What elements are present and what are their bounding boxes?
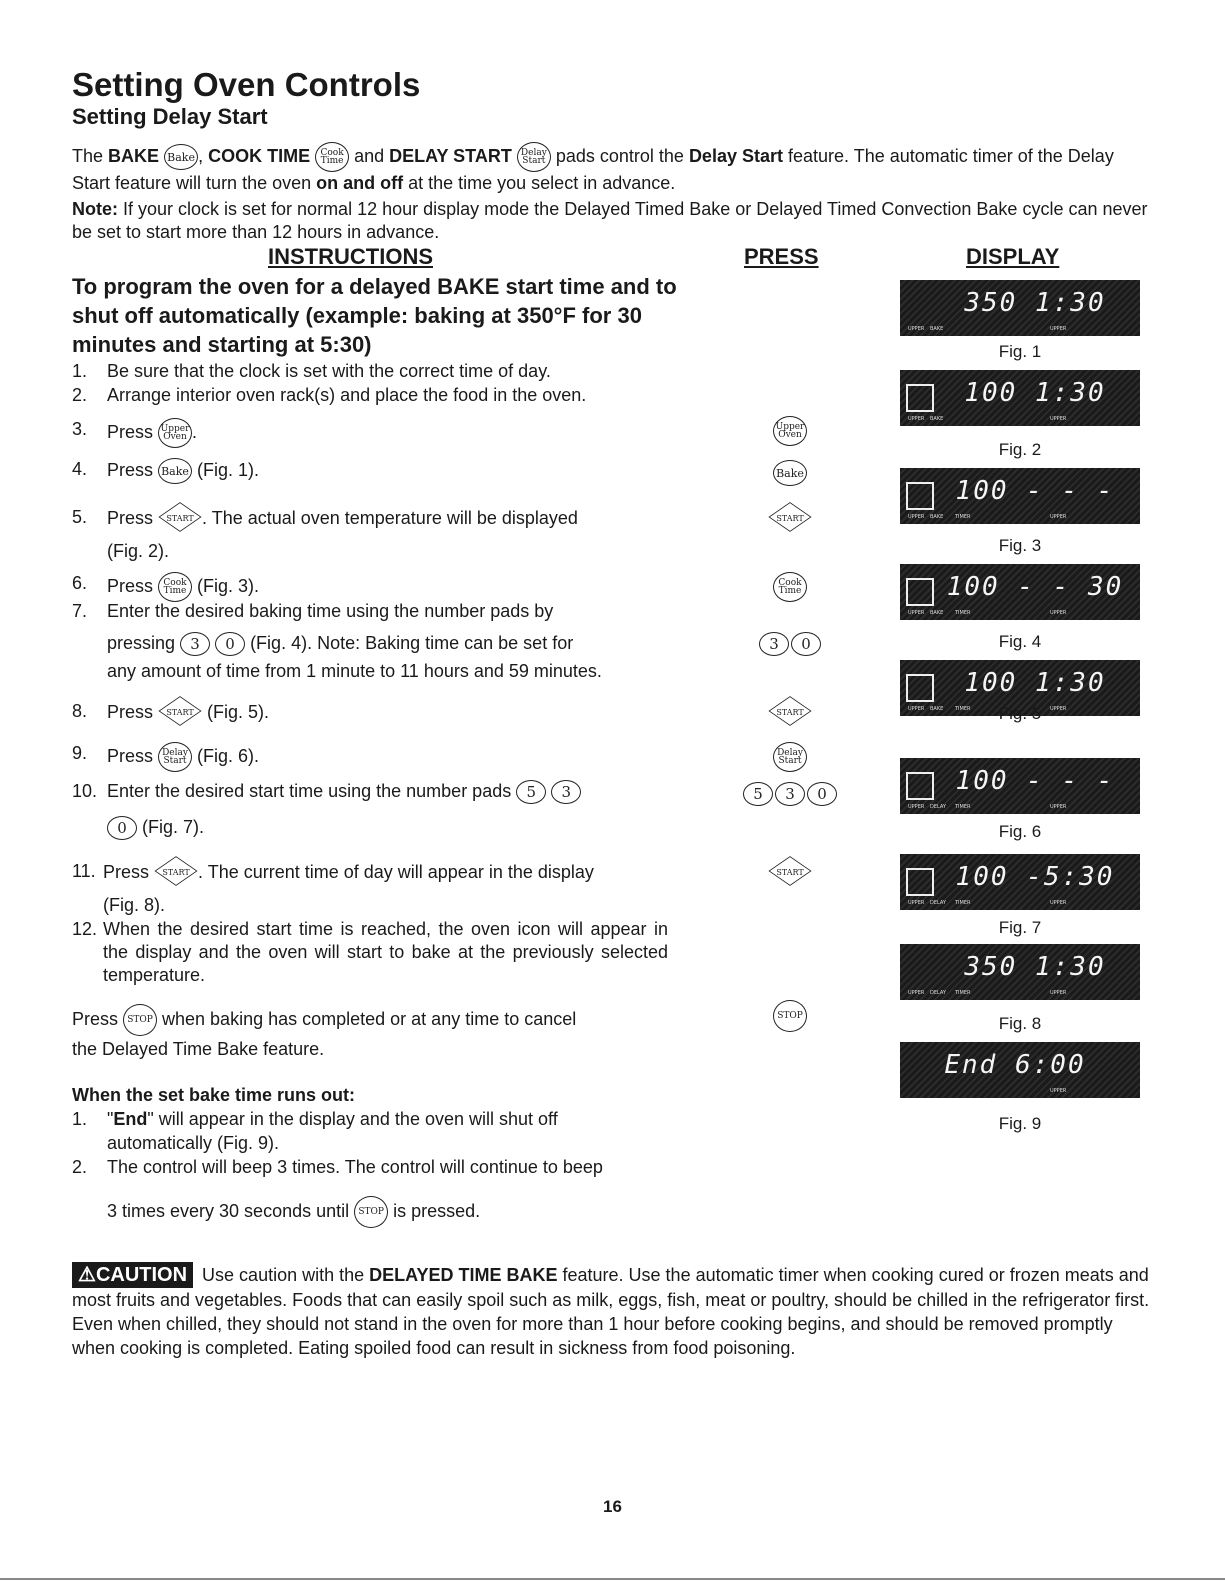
stop-pad-icon: STOP — [773, 1000, 807, 1032]
press-stop — [700, 1000, 880, 1032]
stop-pad-icon: STOP — [354, 1196, 388, 1228]
press-cook-time — [700, 572, 880, 602]
step-2: 2. Arrange interior oven rack(s) and place the food in the oven. — [72, 385, 587, 405]
digit-0-pad-icon: 0 — [807, 782, 837, 806]
press-delay-start — [700, 742, 880, 772]
oven-icon — [906, 868, 934, 896]
instructions-header: INSTRUCTIONS — [268, 244, 433, 269]
step-10-cont: 0 (Fig. 7). — [72, 816, 682, 840]
page-number: 16 — [603, 1497, 622, 1516]
press-header: PRESS — [744, 244, 819, 269]
fig-6-caption: Fig. 6 — [998, 822, 1042, 841]
procedure-title: To program the oven for a delayed BAKE start time and to shut off automatically (example: baking at 350°F for 30 minutes and starting at 5:30) — [72, 274, 677, 357]
bake-pad-icon: Bake — [164, 144, 198, 170]
cook-time-pad-icon: Cook Time — [158, 572, 192, 602]
start-pad-icon: START — [158, 700, 202, 726]
step-3: 3. Press Upper Oven . — [72, 418, 682, 448]
page-title: Setting Oven Controls — [72, 66, 421, 103]
display-header: DISPLAY — [966, 244, 1060, 269]
digit-0-pad-icon: 0 — [791, 632, 821, 656]
intro-note: Note: If your clock is set for normal 12 hour display mode the Delayed Timed Bake or Delayed Timed Convection Bake cycle can never be set to start more than 12 hours in advance. — [72, 199, 1148, 242]
digit-3-pad-icon: 3 — [180, 632, 210, 656]
press-bake — [700, 460, 880, 486]
display-fig-5: 100 1:30 UPPER BAKE TIMER UPPER — [900, 660, 1140, 716]
cook-time-pad-icon: Cook Time — [315, 142, 349, 172]
runs-out-2: 2. The control will beep 3 times. The control will continue to beep — [72, 1157, 603, 1177]
oven-icon — [906, 384, 934, 412]
stop-instruction: Press STOP when baking has completed or at any time to cancel — [72, 1004, 682, 1036]
step-11: 11. Press START . The current time of day will appear in the display — [72, 860, 682, 886]
fig-4-caption: Fig. 4 — [998, 632, 1042, 651]
upper-oven-pad-icon: Upper Oven — [773, 416, 807, 446]
digit-3-pad-icon: 3 — [775, 782, 805, 806]
step-7: 7. Enter the desired baking time using the number pads by — [72, 601, 554, 621]
bottom-rule — [0, 1578, 1225, 1580]
display-fig-3: 100 - - - UPPER BAKE TIMER UPPER — [900, 468, 1140, 524]
stop-pad-icon: STOP — [123, 1004, 157, 1036]
digit-3-pad-icon: 3 — [759, 632, 789, 656]
step-4: 4. Press Bake (Fig. 1). — [72, 458, 682, 484]
step-10: 10. Enter the desired start time using the number pads 5 3 — [72, 780, 682, 804]
caution-badge: ⚠CAUTION — [72, 1262, 193, 1288]
press-digits-530 — [700, 782, 880, 806]
runs-out-1-cont: automatically (Fig. 9). — [107, 1133, 280, 1153]
press-digits-30 — [700, 632, 880, 656]
press-start-3 — [700, 860, 880, 886]
runs-out-1: 1. "End" will appear in the display and the oven will shut off — [72, 1109, 558, 1129]
delay-start-pad-icon: Delay Start — [517, 142, 551, 172]
oven-icon — [906, 482, 934, 510]
runs-out-title: When the set bake time runs out: — [72, 1085, 356, 1105]
press-start-2 — [700, 700, 880, 726]
oven-icon — [906, 772, 934, 800]
display-fig-9: End 6:00 UPPER — [900, 1042, 1140, 1098]
caution-paragraph: ⚠CAUTION Use caution with the DELAYED TIME BAKE feature. Use the automatic timer when cooking cured or frozen meats and most fruits and vegetables. Foods that can easily spoil such as milk, eggs, fish, meat or poultry, should be chilled in the refrigerator first. Even when chilled, they should not stand in the oven for more than 1 hour before cooking begins, and should be removed promptly when cooking is completed. Eating spoiled food can result in sickness from food poisoning. — [72, 1264, 1150, 1358]
warning-icon: ⚠ — [78, 1264, 96, 1286]
step-9: 9. Press Delay Start (Fig. 6). — [72, 742, 682, 772]
digit-0-pad-icon: 0 — [107, 816, 137, 840]
step-11-cont: (Fig. 8). — [103, 895, 166, 915]
bake-pad-icon: Bake — [773, 460, 807, 486]
runs-out-2-cont: 3 times every 30 seconds until STOP is pressed. — [72, 1196, 682, 1228]
step-1: 1. Be sure that the clock is set with the correct time of day. — [72, 361, 551, 381]
delay-start-pad-icon: Delay Start — [773, 742, 807, 772]
start-pad-icon: START — [768, 700, 812, 726]
cook-time-word: COOK TIME — [208, 145, 311, 166]
step-5-cont: (Fig. 2). — [107, 541, 170, 561]
delay-start-word: DELAY START — [389, 145, 512, 166]
oven-icon — [906, 674, 934, 702]
digit-3-pad-icon: 3 — [551, 780, 581, 804]
fig-3-caption: Fig. 3 — [998, 536, 1042, 555]
cook-time-pad-icon: Cook Time — [773, 572, 807, 602]
start-pad-icon: START — [768, 860, 812, 886]
delay-start-pad-icon: Delay Start — [158, 742, 192, 772]
step-12: 12. When the desired start time is reached, the oven icon will appear in the display and the oven will start to bake at the previously selected temperature. — [72, 919, 668, 985]
digit-0-pad-icon: 0 — [215, 632, 245, 656]
start-pad-icon: START — [154, 860, 198, 886]
display-fig-7: 100 -5:30 UPPER DELAY TIMER UPPER — [900, 854, 1140, 910]
oven-icon — [906, 578, 934, 606]
press-start-1 — [700, 506, 880, 532]
step-6: 6. Press Cook Time (Fig. 3). — [72, 572, 682, 602]
press-upper-oven — [700, 416, 880, 446]
fig-2-caption: Fig. 2 — [998, 440, 1042, 459]
start-pad-icon: START — [768, 506, 812, 532]
fig-1-caption: Fig. 1 — [998, 342, 1042, 361]
fig-9-caption: Fig. 9 — [998, 1114, 1042, 1133]
fig-8-caption: Fig. 8 — [998, 1014, 1042, 1033]
display-fig-4: 100 - - 30 UPPER BAKE TIMER UPPER — [900, 564, 1140, 620]
display-fig-1: 350 1:30 UPPER BAKE UPPER — [900, 280, 1140, 336]
step-7-cont2: any amount of time from 1 minute to 11 hours and 59 minutes. — [107, 661, 602, 681]
section-subtitle: Setting Delay Start — [72, 104, 268, 129]
display-fig-8: 350 1:30 UPPER DELAY TIMER UPPER — [900, 944, 1140, 1000]
display-fig-2: 100 1:30 UPPER BAKE UPPER — [900, 370, 1140, 426]
fig-5-caption: Fig. 5 — [998, 704, 1042, 723]
bake-pad-icon: Bake — [158, 458, 192, 484]
digit-5-pad-icon: 5 — [516, 780, 546, 804]
step-7-cont: pressing 3 0 (Fig. 4). Note: Baking time can be set for — [72, 632, 682, 656]
stop-instruction-cont: the Delayed Time Bake feature. — [72, 1039, 325, 1059]
fig-7-caption: Fig. 7 — [998, 918, 1042, 937]
step-5: 5. Press START . The actual oven temperature will be displayed — [72, 506, 682, 532]
start-pad-icon: START — [158, 506, 202, 532]
display-fig-6: 100 - - - UPPER DELAY TIMER UPPER — [900, 758, 1140, 814]
bake-word: BAKE — [108, 145, 160, 166]
upper-oven-pad-icon: Upper Oven — [158, 418, 192, 448]
intro-paragraph: The BAKE Bake , COOK TIME Cook Time and DELAY START Delay Start pads control the Delay Start feature. The automatic timer of the Delay Start feature will turn the oven on and off at the time you select in advance. — [72, 142, 1152, 195]
step-8: 8. Press START (Fig. 5). — [72, 700, 682, 726]
digit-5-pad-icon: 5 — [743, 782, 773, 806]
